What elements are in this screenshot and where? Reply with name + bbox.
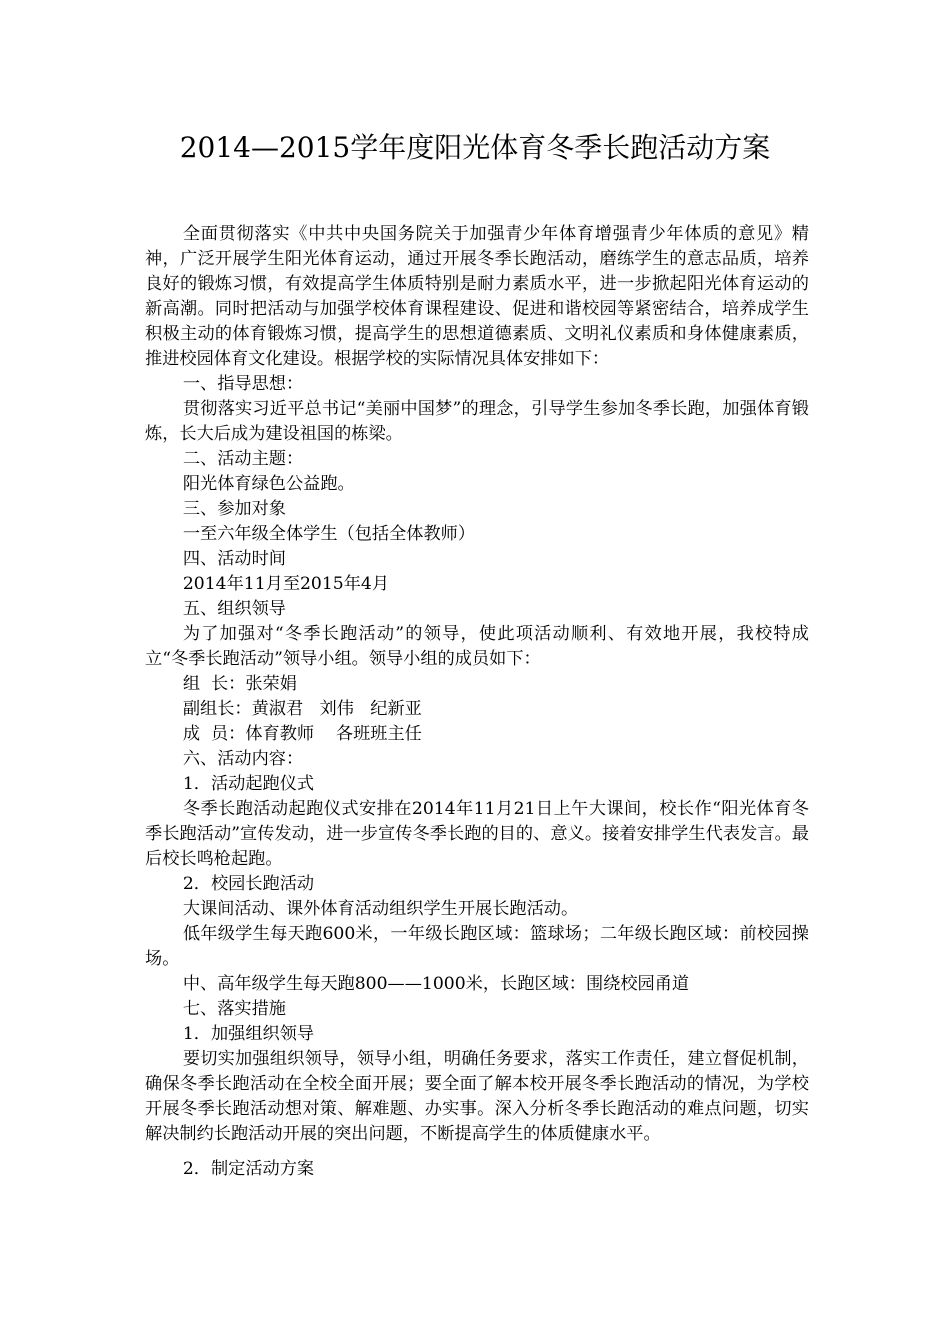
section-heading-content: 六、活动内容： <box>182 749 304 769</box>
subheading-plan: 2．制定活动方案 <box>182 1159 315 1179</box>
ceremony-text: 冬季长跑活动起跑仪式安排在2014年11月21日上午大课间，校长作“阳光体育冬季长跑活动”宣传发动，进一步宣传冬季长跑的目的、意义。接着安排学生代表发言。最后校长鸣枪起跑。 <box>145 799 809 869</box>
section-heading-participants: 三、参加对象 <box>182 499 286 519</box>
lower-grade-text: 低年级学生每天跑600米，一年级长跑区域：篮球场；二年级长跑区域：前校园操场。 <box>145 924 809 969</box>
document-body <box>145 222 809 1182</box>
section-heading-guiding-ideology: 一、指导思想： <box>182 374 304 394</box>
leader-line: 组 长：张荣娟 <box>182 674 297 694</box>
organization-text: 要切实加强组织领导，领导小组，明确任务要求，落实工作责任，建立督促机制，确保冬季长跑活动在全校全面开展；要全面了解本校开展冬季长跑活动的情况，为学校开展冬季长跑活动想对策、解难题、办实事。深入分析冬季长跑活动的难点问题，切实解决制约长跑活动开展的突出问题，不断提高学生的体质健康水平。 <box>145 1049 809 1144</box>
intro-paragraph: 全面贯彻落实《中共中央国务院关于加强青少年体育增强青少年体质的意见》精神，广泛开展学生阳光体育运动，通过开展冬季长跑活动，磨练学生的意志品质，培养良好的锻炼习惯，有效提高学生体质特别是耐力素质水平，进一步掀起阳光体育运动的新高潮。同时把活动与加强学校体育课程建设、促进和谐校园等紧密结合，培养成学生积极主动的体育锻炼习惯，提高学生的思想道德素质、文明礼仪素质和身体健康素质，推进校园体育文化建设。根据学校的实际情况具体安排如下： <box>145 224 809 369</box>
leadership-text: 为了加强对“冬季长跑活动”的领导，使此项活动顺利、有效地开展，我校特成立“冬季长跑活动”领导小组。领导小组的成员如下： <box>145 624 809 669</box>
section-heading-leadership: 五、组织领导 <box>182 599 286 619</box>
participants-text: 一至六年级全体学生（包括全体教师） <box>182 524 476 544</box>
guiding-ideology-text: 贯彻落实习近平总书记“美丽中国梦”的理念，引导学生参加冬季长跑，加强体育锻炼，长大后成为建设祖国的栋梁。 <box>145 399 809 444</box>
theme-text: 阳光体育绿色公益跑。 <box>182 474 355 494</box>
deputy-leader-line: 副组长：黄淑君 刘伟 纪新亚 <box>182 699 422 719</box>
time-text: 2014年11月至2015年4月 <box>182 574 390 594</box>
section-heading-measures: 七、落实措施 <box>182 999 286 1019</box>
campus-run-text: 大课间活动、课外体育活动组织学生开展长跑活动。 <box>182 899 579 919</box>
members-line: 成 员：体育教师 各班班主任 <box>182 724 422 744</box>
section-heading-time: 四、活动时间 <box>182 549 286 569</box>
upper-grade-text: 中、高年级学生每天跑800——1000米，长跑区域：围绕校园甬道 <box>182 974 690 994</box>
subheading-organization: 1．加强组织领导 <box>182 1024 315 1044</box>
subheading-campus-run: 2．校园长跑活动 <box>182 874 315 894</box>
section-heading-theme: 二、活动主题： <box>182 449 304 469</box>
subheading-ceremony: 1．活动起跑仪式 <box>182 774 315 794</box>
document-title: 2014—2015学年度阳光体育冬季长跑活动方案 <box>179 131 771 164</box>
